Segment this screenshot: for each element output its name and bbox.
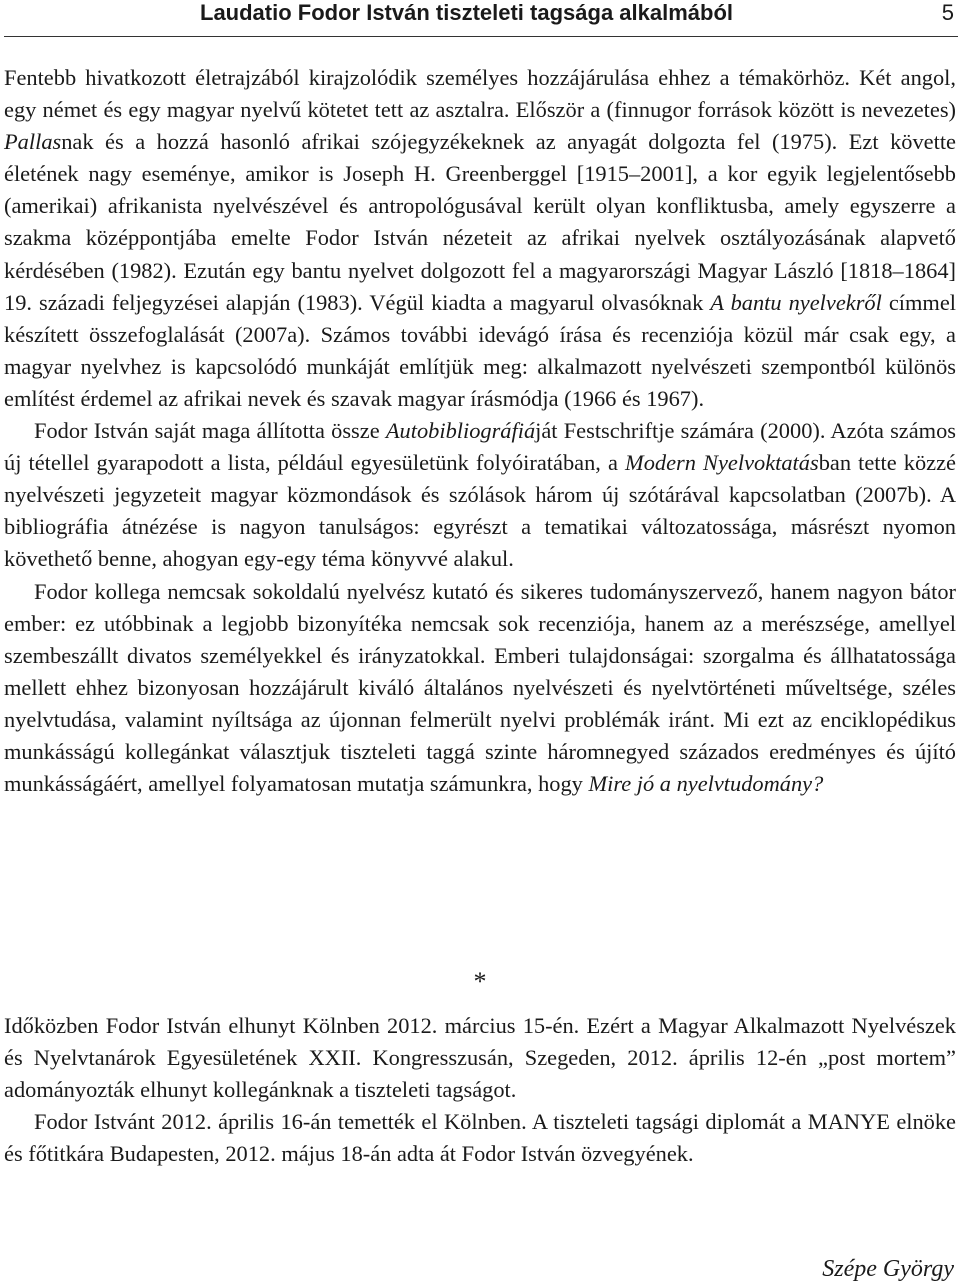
text-segment: Fentebb hivatkozott életrajzából kirajzolódik személyes hozzájárulása ehhez a témakörhöz. Két angol, egy német és egy magyar nyelvű kötetet tett az asztalra. Először a (finnugor források között is nevezetes) — [4, 65, 956, 123]
italic-term: Pallas — [4, 129, 62, 155]
italic-book-title: Mire jó a nyelvtudomány? — [588, 771, 824, 797]
text-segment: nak és a hozzá hasonló afrikai szójegyzékeknek az anyagát dolgozta fel (1975). Ezt követte életének nagy eseménye, amikor is Joseph H. Greenberggel [1915–2001], a kor egyik legjelentősebb (amerikai) afrikanista nyelvészével és antropológusával került olyan konfliktusba, amely egyszerre a szakma középpontjába emelte Fodor István nézeteit az afrikai nyelvek osztályozásának alapvető kérdésében (1982). Ezután egy bantu nyelvet dolgozott fel a magyarországi Magyar László [1818–1864] 19. századi feljegyzései alapján (1983). Végül kiadta a magyarul olvasóknak — [4, 129, 956, 315]
running-title: Laudatio Fodor István tiszteleti tagsága alkalmából — [200, 0, 734, 25]
section-separator: * — [473, 967, 487, 996]
text-segment: ját Festschriftje számára (2000). Azóta számos új tétellel gyarapodott a lista, például egyesületünk folyóiratában, a — [4, 418, 956, 476]
page-number: 5 — [941, 0, 954, 25]
paragraph-1 — [4, 62, 956, 415]
italic-journal-title: Modern Nyelvoktatás — [625, 450, 819, 476]
author-signature: Szépe György — [822, 1256, 954, 1282]
postscript-text — [4, 1010, 956, 1170]
header-rule — [4, 36, 958, 37]
italic-book-title: Autobibliográfiá — [385, 418, 536, 444]
text-segment: címmel készített összefoglalását (2007a). Számos további idevágó írása és recenziója közül már csak egy, a magyar nyelvhez is kapcsolódó munkáját említjük meg: alkalmazott nyelvészeti szempontból különös említést érdemel az afrikai nevek és szavak magyar írásmódja (1966 és 1967). — [4, 289, 956, 411]
paragraph-2 — [4, 415, 956, 575]
main-text — [4, 62, 956, 800]
postscript-paragraph-1: Időközben Fodor István elhunyt Kölnben 2012. március 15-én. Ezért a Magyar Alkalmazott Nyelvészek és Nyelvtanárok Egyesületének XXII. Kongresszusán, Szegeden, 2012. április 12-én „post mortem” adományozták elhunyt kollegánknak a tiszteleti tagságot. — [4, 1013, 956, 1103]
italic-book-title: A bantu nyelvekről — [710, 289, 882, 315]
text-segment: Fodor István saját maga állította össze — [34, 418, 386, 444]
text-segment: Fodor kollega nemcsak sokoldalú nyelvész kutató és sikeres tudományszervező, hanem nagyon bátor ember: ez utóbbinak a legjobb bizonyítéka nemcsak sok recenziója, hanem az a merészsége, amellyel szembeszállt divatos személyekkel és irányzatokkal. Emberi tulajdonságai: szorgalma és állhatatossága mellett ehhez bizonyosan hozzájárult kiváló általános nyelvészeti és nyelvtörténeti műveltsége, széles nyelvtudása, valamint nyíltsága az újonnan felmerült nyelvi problémák iránt. Mi ezt az enciklopédikus munkásságú kollegánkat választjuk tiszteleti taggá szinte háromnegyed százados eredményes és újító munkásságáért, amellyel folyamatosan mutatja számunkra, hogy — [4, 578, 956, 797]
paragraph-3 — [4, 576, 956, 801]
running-header — [0, 0, 960, 40]
postscript-paragraph-2: Fodor Istvánt 2012. április 16-án temették el Kölnben. A tiszteleti tagsági diplomát a MANYE elnöke és főtitkára Budapesten, 2012. május 18-án adta át Fodor István özvegyének. — [4, 1109, 956, 1167]
text-segment: ban tette közzé nyelvészeti jegyzeteit magyar közmondások és szólások három új szótárával kapcsolatban (2007b). A bibliográfia átnézése is nagyon tanulságos: egyrészt a tematikai változatossága, másrészt nyomon követhető benne, ahogyan egy-egy téma könyvvé alakul. — [4, 450, 956, 572]
